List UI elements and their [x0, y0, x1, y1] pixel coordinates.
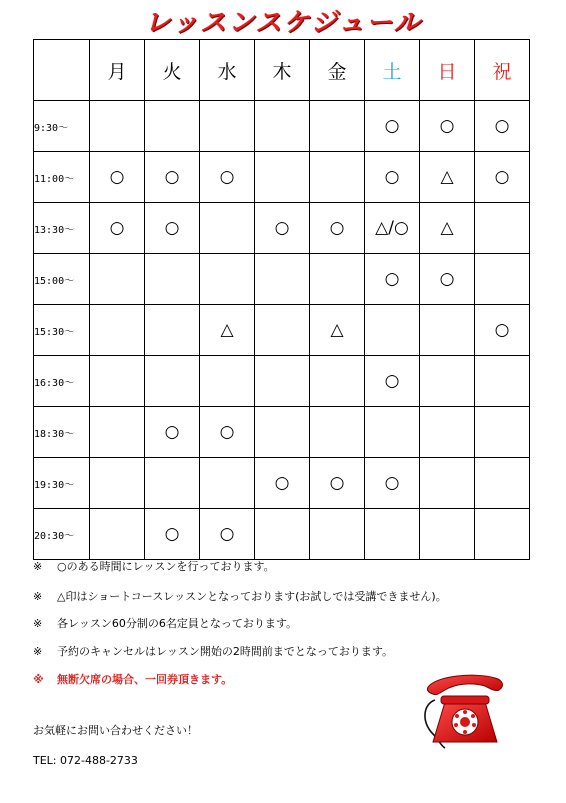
schedule-cell: [420, 458, 475, 509]
day-header-mon: 月: [90, 40, 145, 101]
note-text: 無断欠席の場合、一回券頂きます。: [57, 673, 233, 686]
note-text: 各レッスン60分制の6名定員となっております。: [57, 617, 298, 630]
note-text: ○のある時間にレッスンを行っております。: [57, 560, 275, 573]
note-item: [33, 643, 393, 659]
schedule-row: [34, 254, 530, 305]
schedule-cell: [145, 458, 200, 509]
schedule-cell: [200, 458, 255, 509]
note-text: △印はショートコースレッスンとなっております(お試しでは受講できません)。: [57, 590, 447, 603]
schedule-cell: ○: [145, 152, 200, 203]
note-mark: ※: [33, 590, 43, 603]
schedule-cell: ○: [310, 458, 365, 509]
day-header-tue: 火: [145, 40, 200, 101]
schedule-cell: [200, 356, 255, 407]
schedule-cell: ○: [365, 356, 420, 407]
schedule-body: [34, 101, 530, 560]
schedule-cell: ○: [145, 509, 200, 560]
schedule-cell: [310, 509, 365, 560]
schedule-row: [34, 305, 530, 356]
schedule-cell: [145, 101, 200, 152]
schedule-cell: [255, 509, 310, 560]
schedule-cell: ○: [200, 152, 255, 203]
schedule-cell: ○: [365, 458, 420, 509]
schedule-cell: [90, 509, 145, 560]
schedule-cell: [145, 305, 200, 356]
schedule-cell: [200, 203, 255, 254]
schedule-cell: [420, 509, 475, 560]
time-slot-label: 16:30～: [34, 356, 90, 407]
schedule-cell: [420, 407, 475, 458]
time-slot-label: 19:30～: [34, 458, 90, 509]
schedule-cell: [255, 305, 310, 356]
schedule-cell: [90, 254, 145, 305]
schedule-cell: [90, 305, 145, 356]
day-header-sun: 日: [420, 40, 475, 101]
schedule-cell: [475, 509, 530, 560]
schedule-row: [34, 101, 530, 152]
schedule-cell: [310, 356, 365, 407]
day-header-holiday: 祝: [475, 40, 530, 101]
schedule-cell: ○: [365, 254, 420, 305]
contact-message: お気軽にお問い合わせください！: [33, 724, 198, 737]
telephone-icon: [415, 672, 515, 750]
schedule-cell: [90, 407, 145, 458]
time-slot-label: 13:30～: [34, 203, 90, 254]
time-slot-label: 15:00～: [34, 254, 90, 305]
schedule-cell: ○: [200, 407, 255, 458]
schedule-cell: [145, 356, 200, 407]
schedule-cell: △: [420, 203, 475, 254]
time-slot-label: 11:00～: [34, 152, 90, 203]
schedule-cell: [200, 101, 255, 152]
schedule-cell: [475, 458, 530, 509]
note-mark: ※: [33, 560, 43, 573]
schedule-cell: [365, 509, 420, 560]
day-header-sat: 土: [365, 40, 420, 101]
schedule-cell: △: [200, 305, 255, 356]
schedule-cell: ○: [365, 101, 420, 152]
lesson-schedule-table: [33, 39, 530, 560]
schedule-cell: ○: [420, 254, 475, 305]
schedule-row: [34, 407, 530, 458]
contact-tel: TEL: 072-488-2733: [33, 754, 138, 767]
page-title: レッスンスケジュール: [144, 8, 422, 38]
day-header-fri: 金: [310, 40, 365, 101]
schedule-cell: ○: [145, 407, 200, 458]
schedule-cell: ○: [255, 203, 310, 254]
schedule-cell: [255, 152, 310, 203]
time-slot-label: 18:30～: [34, 407, 90, 458]
schedule-cell: [420, 356, 475, 407]
schedule-cell: [255, 101, 310, 152]
schedule-cell: ○: [475, 152, 530, 203]
schedule-cell: ○: [475, 101, 530, 152]
header-row: [34, 40, 530, 101]
schedule-cell: [475, 356, 530, 407]
schedule-row: [34, 509, 530, 560]
schedule-cell: △: [420, 152, 475, 203]
schedule-cell: [90, 458, 145, 509]
note-mark: ※: [33, 673, 44, 686]
schedule-cell: [310, 152, 365, 203]
note-item: [33, 588, 447, 604]
time-slot-label: 20:30～: [34, 509, 90, 560]
schedule-row: [34, 203, 530, 254]
schedule-cell: ○: [90, 152, 145, 203]
schedule-cell: [90, 101, 145, 152]
schedule-cell: [255, 254, 310, 305]
schedule-cell: [200, 254, 255, 305]
schedule-cell: [475, 407, 530, 458]
schedule-cell: [420, 305, 475, 356]
note-text: 予約のキャンセルはレッスン開始の2時間前までとなっております。: [57, 645, 394, 658]
schedule-cell: [310, 254, 365, 305]
day-header-wed: 水: [200, 40, 255, 101]
note-item: [33, 615, 297, 631]
schedule-row: [34, 458, 530, 509]
schedule-cell: [255, 407, 310, 458]
schedule-cell: [310, 407, 365, 458]
schedule-cell: [365, 407, 420, 458]
time-slot-label: 9:30～: [34, 101, 90, 152]
schedule-cell: [365, 305, 420, 356]
schedule-cell: [475, 203, 530, 254]
schedule-row: [34, 152, 530, 203]
schedule-cell: ○: [90, 203, 145, 254]
schedule-cell: ○: [200, 509, 255, 560]
schedule-row: [34, 356, 530, 407]
schedule-cell: ○: [310, 203, 365, 254]
schedule-cell: [475, 254, 530, 305]
time-slot-label: 15:30～: [34, 305, 90, 356]
schedule-cell: ○: [475, 305, 530, 356]
schedule-cell: [255, 356, 310, 407]
schedule-cell: [310, 101, 365, 152]
schedule-cell: ○: [145, 203, 200, 254]
note-mark: ※: [33, 617, 43, 630]
schedule-cell: [145, 254, 200, 305]
note-mark: ※: [33, 645, 43, 658]
schedule-cell: △: [310, 305, 365, 356]
schedule-cell: [90, 356, 145, 407]
corner-cell: [34, 40, 90, 101]
note-item-warning: [33, 671, 232, 687]
schedule-cell: ○: [365, 152, 420, 203]
schedule-cell: △/○: [365, 203, 420, 254]
note-item: [33, 558, 275, 574]
day-header-thu: 木: [255, 40, 310, 101]
schedule-cell: ○: [255, 458, 310, 509]
schedule-cell: ○: [420, 101, 475, 152]
